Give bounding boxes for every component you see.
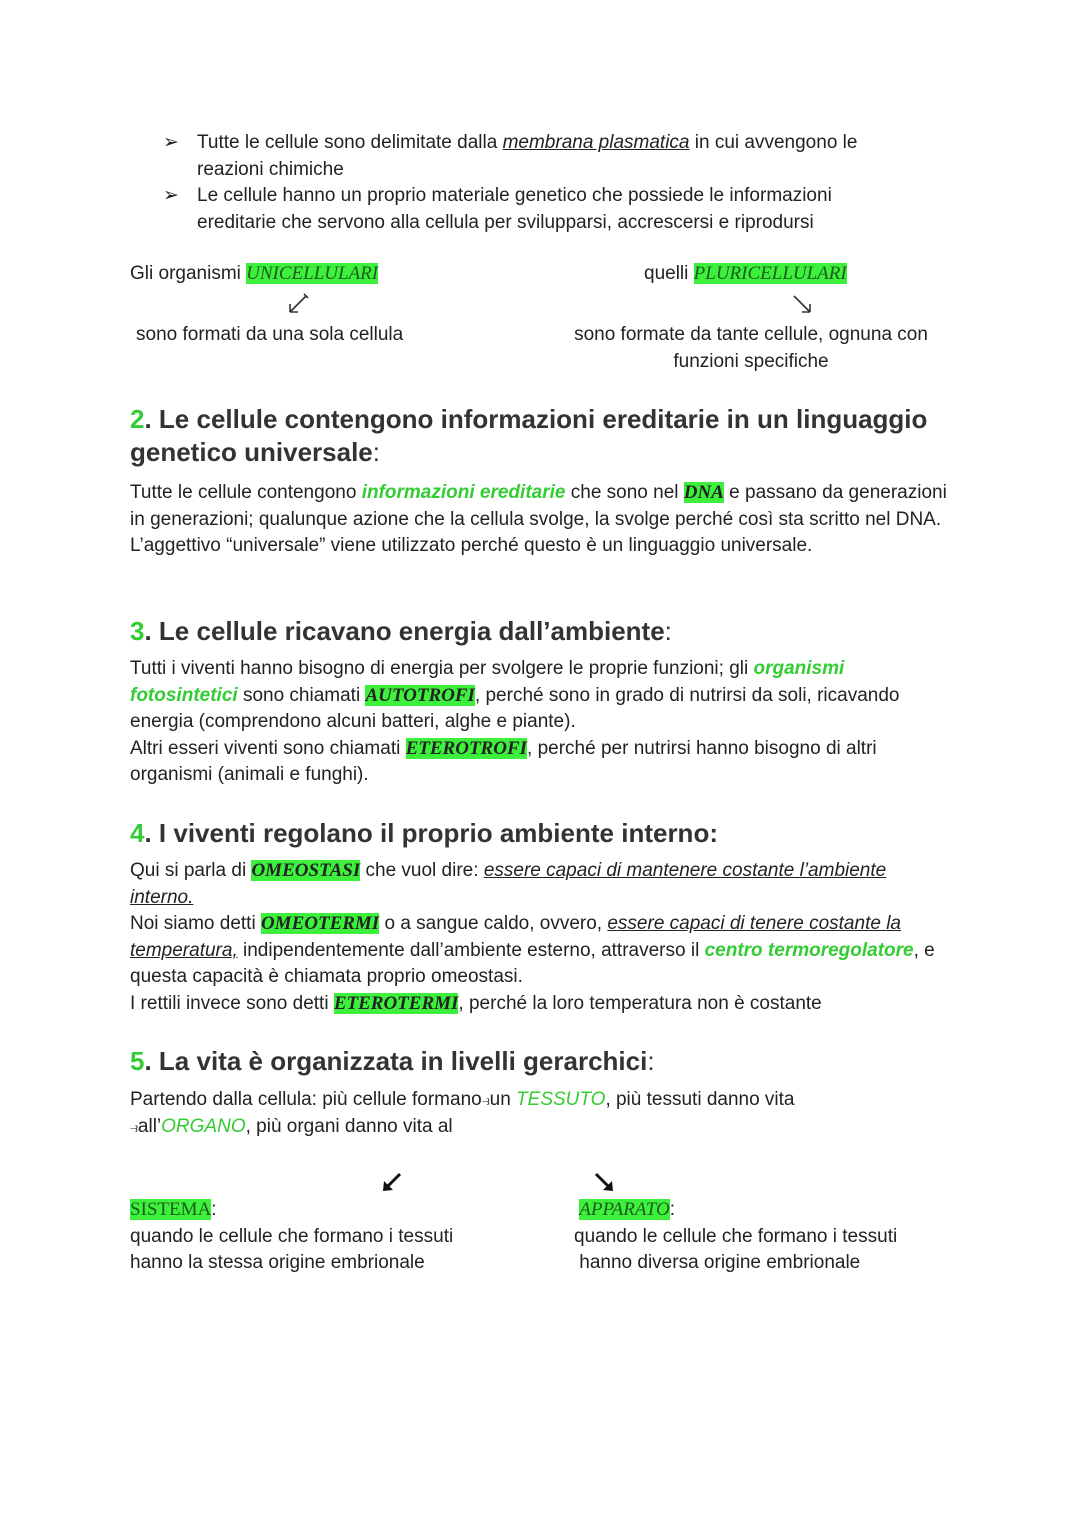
pluricellular-label: quelli PLURICELLULARI [644,263,847,284]
intro-bullet-list [163,130,903,236]
arrow-down-right-icon [790,292,816,323]
arrow-down-left-icon [284,292,310,323]
informazioni-ereditarie-term: informazioni ereditarie [361,482,566,503]
section-3-paragraph: Tutti i viventi hanno bisogno di energia per svolgere le proprie funzioni; gli organismi fotosintetici sono chiamati AUTOTROFI, perché sono in grado di nutrirsi da soli, ricavando energia (comprendono alcuni batteri, alghe e piante). Altri esseri viventi sono chiamati ETEROTROFI, perché per nutrirsi hanno bisogno di altri organismi (animali e funghi). [130,658,900,785]
bullet-item: ➢ Le cellule hanno un proprio materiale genetico che possiede le informazioni ereditarie che servono alla cellula per svilupparsi, accrescersi e riprodursi [163,185,832,233]
bullet-item: ➢ Tutte le cellule sono delimitate dalla membrana plasmatica in cui avvengono le reazioni chimiche [163,132,858,180]
organismi-fotosintetici-term: organismi fotosintetici [130,658,845,706]
autotrofi-term: AUTOTROFI [365,684,475,706]
arrow-down-right-icon [592,1170,616,1199]
omeotermi-term: OMEOTERMI [260,913,380,934]
section-4-heading: 4. I viventi regolano il proprio ambiente interno: [130,818,718,848]
section-2-paragraph: Tutte le cellule contengono informazioni ereditarie che sono nel DNA e passano da generazioni in generazioni; qualunque azione che la cellula svolge, la svolge perché così sta scritto nel DNA. L’aggettivo “universale” viene utilizzato perché questo è un linguaggio universale. [130,482,947,556]
curved-arrow-icon: ⥽ [130,1118,138,1135]
section-3-heading: 3. Le cellule ricavano energia dall’ambiente: [130,616,672,646]
section-2-heading: 2. Le cellule contengono informazioni ereditarie in un linguaggio genetico universale: [130,404,928,467]
section-4-paragraph: Qui si parla di OMEOSTASI che vuol dire: essere capaci di mantenere costante l’ambiente interno. Noi siamo detti OMEOTERMI o a sangue caldo, ovvero, essere capaci di tenere costante la temperatura, indipendentemente dall’ambiente esterno, attraverso il centro termoregolatore, e questa capacità è chiamata proprio omeostasi. I rettili invece sono detti ETEROTERMI, perché la loro temperatura non è costante [130,860,935,1014]
omeostasi-definition: essere capaci di mantenere costante l’ambiente interno. [130,860,887,908]
section-5-heading: 5. La vita è organizzata in livelli gerarchici: [130,1046,655,1076]
dna-term: DNA [683,482,724,503]
sistema-term: SISTEMA [130,1199,212,1220]
unicellular-label: Gli organismi UNICELLULARI [130,263,379,284]
apparato-term: APPARATO [579,1199,670,1220]
arrow-bullet-icon: ➢ [163,132,179,153]
centro-termoregolatore-term: centro termoregolatore [704,939,914,961]
arrow-bullet-icon: ➢ [163,185,179,206]
arrow-down-left-icon [380,1170,404,1199]
eterotermi-term: ETEROTERMI [333,992,459,1014]
organo-term: ORGANO [161,1115,246,1137]
sistema-block: SISTEMA: quando le cellule che formano i tessuti hanno la stessa origine embrionale [130,1199,454,1273]
membrana-term: membrana plasmatica [502,132,690,153]
omeostasi-term: OMEOSTASI [251,860,361,881]
unicellular-desc: sono formati da una sola cellula [136,324,404,345]
tessuto-term: TESSUTO [516,1089,606,1110]
unicellulari-term: UNICELLULARI [246,263,379,284]
eterotrofi-term: ETEROTROFI [405,737,528,759]
omeotermi-definition: essere capaci di tenere costante la temperatura, [130,913,901,961]
section-5-paragraph: Partendo dalla cellula: più cellule formano⥽un TESSUTO, più tessuti danno vita ⥽all’ORGANO, più organi danno vita al [130,1089,795,1137]
pluricellulari-term: PLURICELLULARI [693,263,847,284]
apparato-block: APPARATO: quando le cellule che formano i tessuti hanno diversa origine embrionale [574,1199,898,1273]
pluricellular-desc: sono formate da tante cellule, ognuna con funzioni specifiche [574,324,928,372]
curved-arrow-icon: ⥽ [481,1092,490,1108]
